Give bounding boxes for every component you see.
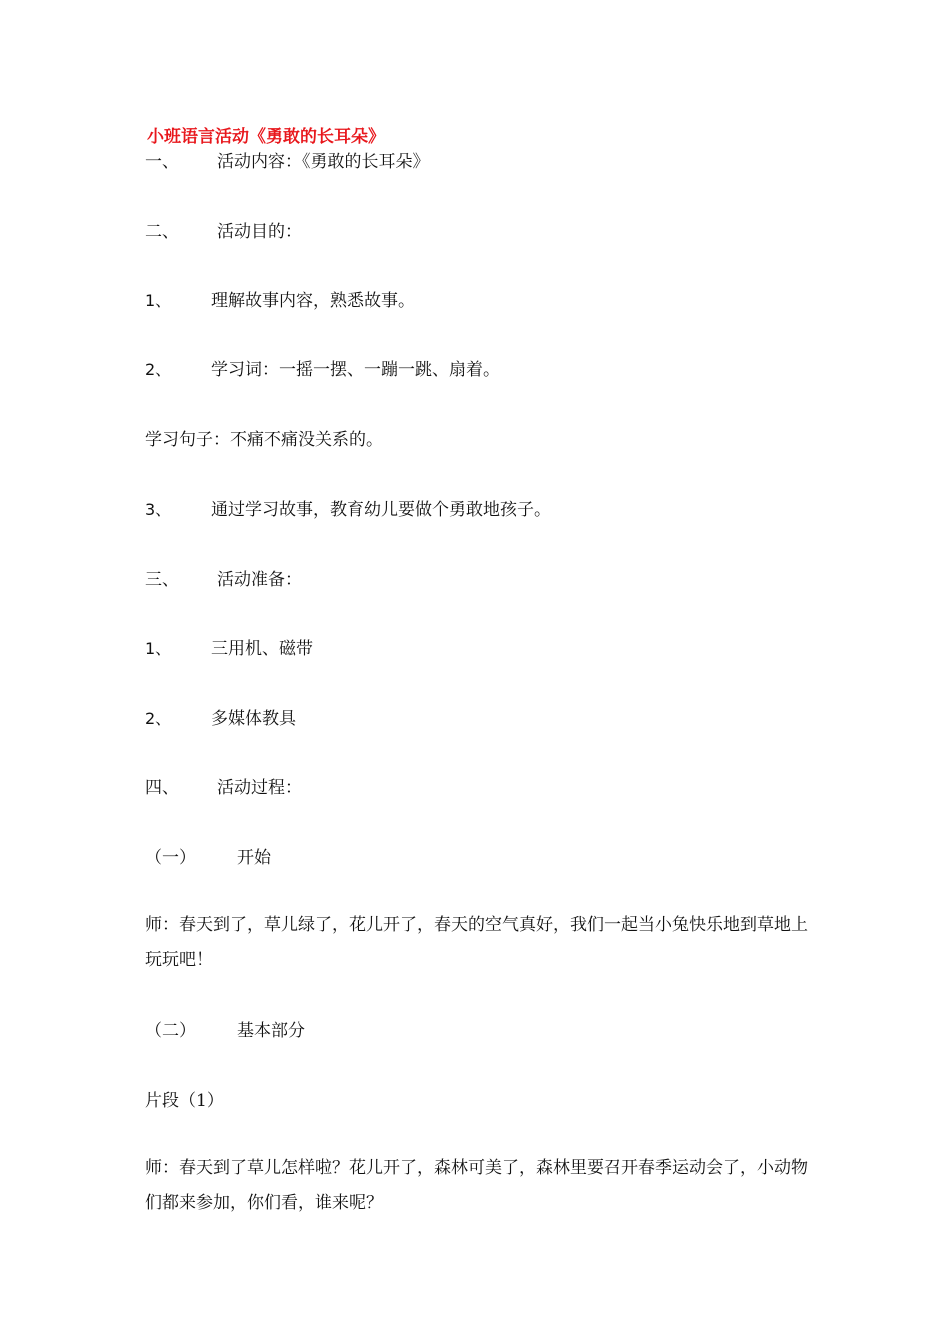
- prep-item-2: [145, 708, 296, 730]
- item-number: 3、: [145, 500, 172, 519]
- section-number: 二、: [145, 222, 179, 242]
- document-title: 小班语言活动《勇敢的长耳朵》: [147, 127, 385, 147]
- step-text: 基本部分: [237, 1021, 305, 1041]
- item-text: 理解故事内容，熟悉故事。: [211, 291, 415, 311]
- item-number: 2、: [145, 709, 172, 728]
- item-text: 多媒体教具: [211, 709, 296, 729]
- step-number: （一）: [145, 848, 196, 868]
- section-preparation: [145, 569, 302, 591]
- item-text: 学习词：一摇一摆、一蹦一跳、扇着。: [211, 360, 500, 380]
- step-main: [145, 1020, 305, 1042]
- goal-item-3: [145, 499, 551, 521]
- section-number: 一、: [145, 152, 179, 172]
- section-process: [145, 777, 302, 799]
- goal-item-2: [145, 359, 500, 381]
- section-text: 活动目的：: [217, 222, 302, 242]
- section-text: 活动内容：《勇敢的长耳朵》: [217, 152, 430, 172]
- section-text: 活动过程：: [217, 778, 302, 798]
- prep-item-1: [145, 638, 313, 660]
- teacher-paragraph-1: 师：春天到了，草儿绿了，花儿开了，春天的空气真好，我们一起当小兔快乐地到草地上玩玩吧！: [145, 915, 808, 970]
- section-content: [145, 151, 430, 173]
- section-text: 活动准备：: [217, 570, 302, 590]
- section-number: 四、: [145, 778, 179, 798]
- item-number: 1、: [145, 639, 172, 658]
- goal-sentence: 学习句子：不痛不痛没关系的。: [145, 430, 383, 450]
- step-start: [145, 847, 271, 869]
- step-text: 开始: [237, 848, 271, 868]
- teacher-paragraph-2: 师：春天到了草儿怎样啦？花儿开了，森林可美了，森林里要召开春季运动会了，小动物们都来参加，你们看，谁来呢？: [145, 1158, 808, 1213]
- item-text: 三用机、磁带: [211, 639, 313, 659]
- item-number: 1、: [145, 291, 172, 310]
- item-number: 2、: [145, 360, 172, 379]
- fragment-label: 片段（1）: [145, 1091, 224, 1111]
- section-number: 三、: [145, 570, 179, 590]
- goal-item-1: [145, 290, 415, 312]
- section-goals: [145, 221, 302, 243]
- step-number: （二）: [145, 1021, 196, 1041]
- item-text: 通过学习故事，教育幼儿要做个勇敢地孩子。: [211, 500, 551, 520]
